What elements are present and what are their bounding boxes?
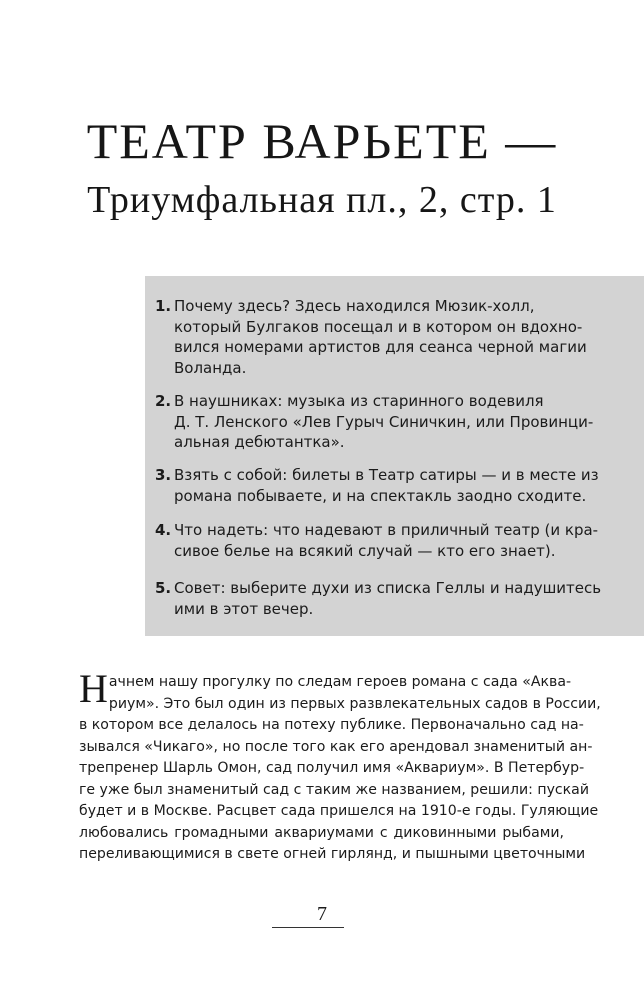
tip-number: 5. xyxy=(155,579,172,597)
tip-line: Что надеть: что надевают в приличный театр (и кра- xyxy=(174,521,599,539)
tip-line: вился номерами артистов для сеанса черной магии xyxy=(174,338,587,356)
tip-line: Воланда. xyxy=(174,358,247,377)
body-paragraph xyxy=(79,666,601,866)
tip-number: 2. xyxy=(155,392,172,410)
tip-line: который Булгаков посещал и в котором он вдохно- xyxy=(174,317,583,336)
tip-line: Совет: выберите духи из списка Геллы и надушитесь xyxy=(174,579,602,597)
body-line: риум». Это был один из первых развлекательных садов в России, xyxy=(108,695,601,712)
tip-line: сивое белье на всякий случай — кто его знает). xyxy=(174,541,556,560)
body-line: в котором все делалось на потеху публике. Первоначально сад на- xyxy=(79,717,584,733)
body-line: ачнем нашу прогулку по следам героев романа с сада «Аква- xyxy=(108,674,572,690)
tip-line: альная дебютантка». xyxy=(174,433,345,451)
tip-line: ими в этот вечер. xyxy=(174,599,314,618)
tip-text xyxy=(174,578,634,619)
page-number: 7 xyxy=(317,903,327,925)
body-line: любовались громадными аквариумами с диковинными рыбами, xyxy=(79,824,564,841)
body-line: будет и в Москве. Расцвет сада пришелся на 1910-е годы. Гуляющие xyxy=(79,803,599,819)
tip-text xyxy=(174,296,634,378)
tip-line: романа побываете, и на спектакль заодно сходите. xyxy=(174,486,587,505)
tip-line: Д. Т. Ленского «Лев Гурыч Синичкин, или Провинци- xyxy=(174,412,594,431)
tip-text xyxy=(174,391,634,453)
tip-text xyxy=(174,520,634,561)
tip-text xyxy=(174,465,634,506)
body-line: переливающимися в свете огней гирлянд, и пышными цветочными xyxy=(79,846,586,862)
tip-number: 4. xyxy=(155,521,172,539)
drop-cap: Н xyxy=(79,666,108,711)
body-line: зывался «Чикаго», но после того как его арендовал знаменитый ан- xyxy=(79,738,593,755)
tip-line: Взять с собой: билеты в Театр сатиры — и в месте из xyxy=(174,466,599,484)
tip-line: Почему здесь? Здесь находился Мюзик-холл, xyxy=(174,297,535,315)
page-number-rule xyxy=(272,927,344,928)
tips-box xyxy=(145,276,644,636)
tip-line: В наушниках: музыка из старинного водевиля xyxy=(174,392,544,410)
chapter-address: Триумфальная пл., 2, стр. 1 xyxy=(87,179,557,221)
body-line: ге уже был знаменитый сад с таким же названием, решили: пускай xyxy=(79,781,589,798)
body-line: трепренер Шарль Омон, сад получил имя «Аквариум». В Петербур- xyxy=(79,760,585,776)
tip-number: 1. xyxy=(155,297,172,315)
chapter-title: ТЕАТР ВАРЬЕТЕ — xyxy=(86,113,558,169)
tip-number: 3. xyxy=(155,466,172,484)
